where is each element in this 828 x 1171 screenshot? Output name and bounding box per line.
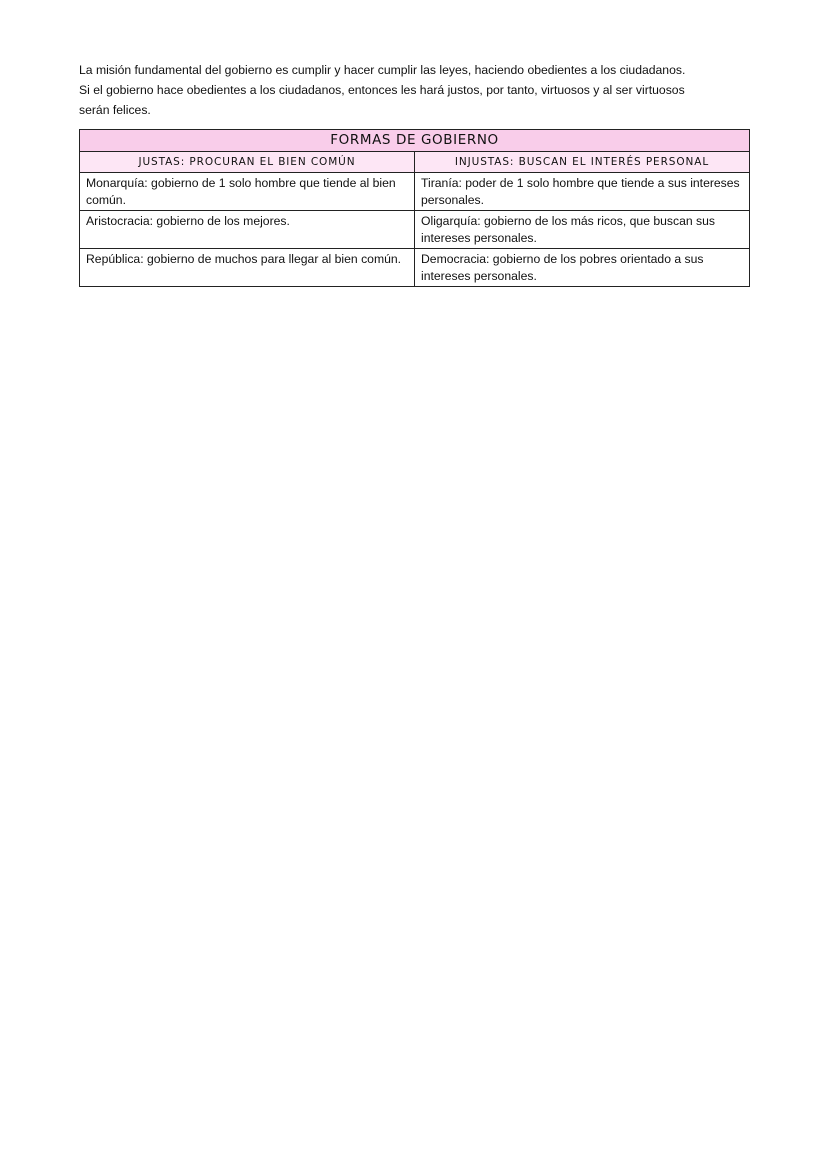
header-just: JUSTAS: PROCURAN EL BIEN COMÚN xyxy=(80,152,415,173)
cell-aristocracia: Aristocracia: gobierno de los mejores. xyxy=(80,211,415,249)
table-header-row xyxy=(80,152,750,173)
header-unjust: INJUSTAS: BUSCAN EL INTERÉS PERSONAL xyxy=(415,152,750,173)
forms-of-government-table xyxy=(79,129,750,287)
intro-paragraph xyxy=(79,60,755,120)
table-row xyxy=(80,249,750,287)
intro-line-3: serán felices. xyxy=(79,103,151,117)
cell-monarquia: Monarquía: gobierno de 1 solo hombre que tiende al bien común. xyxy=(80,173,415,211)
table-row xyxy=(80,211,750,249)
cell-republica: República: gobierno de muchos para llegar al bien común. xyxy=(80,249,415,287)
table-title-row xyxy=(80,130,750,152)
table-title: FORMAS DE GOBIERNO xyxy=(80,130,750,152)
cell-oligarquia: Oligarquía: gobierno de los más ricos, que buscan sus intereses personales. xyxy=(415,211,750,249)
intro-line-2: Si el gobierno hace obedientes a los ciudadanos, entonces les hará justos, por tanto, virtuosos y al ser virtuosos xyxy=(79,83,685,97)
cell-tirania: Tiranía: poder de 1 solo hombre que tiende a sus intereses personales. xyxy=(415,173,750,211)
table-row xyxy=(80,173,750,211)
intro-line-1: La misión fundamental del gobierno es cumplir y hacer cumplir las leyes, haciendo obedientes a los ciudadanos. xyxy=(79,63,686,77)
cell-democracia: Democracia: gobierno de los pobres orientado a sus intereses personales. xyxy=(415,249,750,287)
